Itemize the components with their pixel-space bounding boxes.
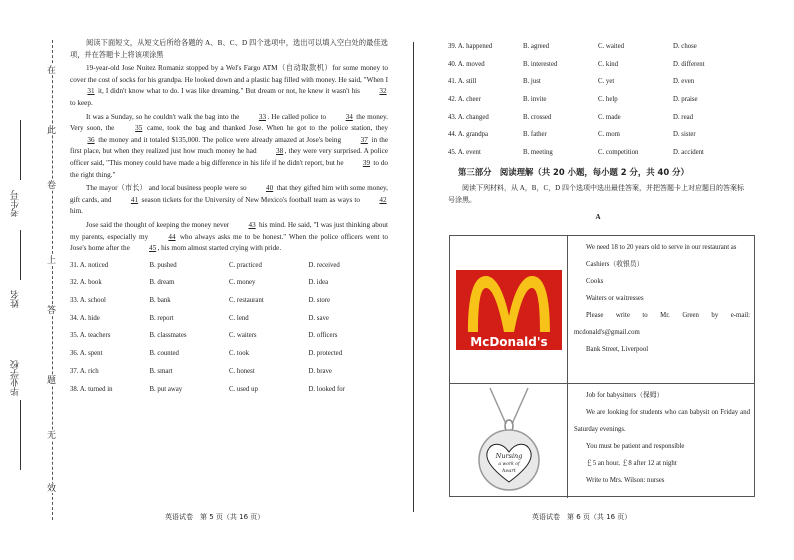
option-row [70,274,388,292]
option-cell: 41. A. still [448,78,477,86]
option-row [70,292,388,310]
option-cell: D. chose [673,43,697,51]
option-cell: D. save [308,314,329,322]
option-cell: B. bank [149,297,171,305]
option-cell: B. agreed [523,43,550,51]
option-cell: 39. A. happened [448,43,493,51]
option-row [70,345,388,363]
passage-text: to do the right thing." [70,158,388,179]
passage-text: . He called police to [267,112,329,121]
binding-char: 答 [47,305,57,315]
blank-number: 31 [87,87,95,96]
option-cell: D. officers [308,332,338,340]
passage-text: the money and it totaled $135,000. The police were already amazed at Jose's being [96,135,344,144]
ad-line: Cashiers（收银员） [586,261,644,268]
option-cell: B. interested [523,60,558,68]
option-cell: D. sister [673,131,696,139]
right-page [448,38,748,230]
binding-char: 上 [47,255,57,265]
blank-number: 34 [345,112,353,121]
option-row [70,310,388,328]
option-cell: D. read [673,113,694,121]
option-cell: B. father [523,131,547,139]
blank-number: 33 [258,112,267,121]
option-cell: C. lend [229,314,249,322]
option-cell: B. put away [149,385,183,393]
registered-mark-icon [543,351,549,357]
ad-line: You must be patient and responsible [586,443,685,450]
pendant-text-2: a work of [498,462,520,467]
option-cell: B. meeting [523,149,553,157]
option-row [70,327,388,345]
binding-char: 题 [47,375,57,385]
option-cell: C. waited [598,43,625,51]
cloze-options-left [70,257,388,399]
option-cell: C. made [598,113,621,121]
option-cell: 44. A. grandpa [448,131,489,139]
passage-text: who always asks me to be honest." When the police officers went to Jose's home after the [70,232,388,253]
passage-text: in the first place, but when they realized just how much money he had [70,135,389,156]
pendant-image-cell [450,384,568,498]
option-cell: D. praise [673,96,698,104]
passage-paragraph [70,63,388,109]
option-row [448,126,748,144]
chain-left [490,388,506,424]
binding-char: 卷 [47,180,57,190]
option-cell: B. report [149,314,174,322]
option-cell: 34. A. hide [70,314,100,322]
option-cell: C. practiced [229,261,262,269]
option-cell: D. looked for [308,385,345,393]
option-cell: D. accident [673,149,704,157]
binding-char: 无 [47,430,57,440]
passage-text: , they were very surprised. A police officer said, "This money could have made a big difference in his life if he didn't report, but he [70,147,388,167]
mcdonalds-logo-cell [450,236,568,383]
option-row [448,91,748,109]
pendant-text-3: heart [502,468,516,474]
option-cell: C. competition [598,149,639,157]
option-cell: 40. A. moved [448,60,485,68]
passage-text: that they gifted him with some money, gift cards, and [70,184,388,204]
ad-babysitter-text [574,387,750,489]
chain-right [512,388,528,424]
option-row [70,257,388,275]
ad-mcdonalds [450,236,754,384]
ad-line: Bank Street, Liverpool [586,346,649,353]
option-cell: 45. A. event [448,149,481,157]
left-page [70,38,388,398]
passage-text: It was a Sunday, so he couldn't walk the bag into the [86,112,242,121]
passage-text: the money. Very soon, the [70,112,388,133]
cloze-options-right [448,38,748,162]
option-cell: 36. A. spent [70,350,103,358]
passage-paragraph [70,220,388,255]
option-cell: 42. A. cheer [448,96,481,104]
ad-line: ￡5 an hour, ￡8 after 12 at night [586,460,677,467]
label-candidate-number: 考生号 [10,190,20,217]
option-cell: D. protected [308,350,343,358]
school-line [20,400,21,470]
name-line [20,230,21,280]
passage-text: him. [70,207,83,216]
blank-number: 35 [135,124,143,133]
section-title: 第三部分 阅读理解（共 20 小题，每小题 2 分，共 40 分） [458,166,689,177]
blank-number: 32 [379,87,387,96]
option-cell: 37. A. rich [70,367,99,375]
option-cell: 33. A. school [70,297,106,305]
option-cell: C. restaurant [229,297,264,305]
option-cell: B. invite [523,96,547,104]
logo-wordmark: McDonald's [470,335,548,349]
option-cell: C. kind [598,60,619,68]
blank-number: 42 [379,195,387,204]
right-footer: 英语试卷 第 6 页（共 16 页） [532,513,632,521]
ad-line: Please write to Mr. Green by e-mail: mcdonald's@gmail.com [574,312,750,336]
option-cell: C. yet [598,78,615,86]
option-row [448,56,748,74]
passage-text: Jose said the thought of keeping the money never [86,220,232,229]
option-cell: B. crossed [523,113,552,121]
option-cell: 43. A. changed [448,113,489,121]
ad-line: Write to Mrs. Wilson: nurses [586,477,665,484]
option-cell: B. pushed [149,261,177,269]
passage-text: 19-year-old Jose Nuitez Romaniz stopped by a Wel's Fargo ATM（自动取款机）for some money to cover the cost of socks for his grandpa. He looked down and a plastic bag filled with money. He said, "When I [70,64,388,84]
option-row [448,144,748,162]
passage-paragraph [70,183,388,218]
passage-letter: A [595,213,601,222]
option-cell: B. just [523,78,541,86]
ad-mcdonalds-text [574,239,750,358]
blank-number: 36 [87,135,95,144]
option-row [448,73,748,91]
blank-number: 41 [130,195,139,204]
option-row [448,38,748,56]
left-footer: 英语试卷 第 5 页（共 16 页） [165,513,265,521]
option-cell: C. money [229,279,256,287]
option-cell: B. smart [149,367,173,375]
mcdonalds-logo [450,236,568,384]
binding-char: 此 [47,125,57,135]
ad-line: We are looking for students who can babysit on Friday and Saturday evenings. [574,409,750,433]
option-cell: 32. A. book [70,279,102,287]
blank-number: 40 [265,184,274,193]
option-cell: C. help [598,96,618,104]
passage-paragraph [70,112,388,182]
pendant-text-1: Nursing [495,452,523,460]
blank-number: 44 [168,232,176,241]
ad-line: We need 18 to 20 years old to serve in our restaurant as [586,244,737,251]
passage-text: it, I didn't know what to do. I was like dreaming." But dream or not, he knew it wasn't his [96,87,362,96]
label-school: 毕业学校 [10,360,20,396]
ad-babysitter [450,384,754,498]
blank-number: 45 [148,244,157,253]
cloze-passage [70,63,388,255]
ad-line: Cooks [586,278,604,285]
option-cell: B. dream [149,279,175,287]
option-cell: B. classmates [149,332,187,340]
option-cell: B. counted [149,350,179,358]
option-cell: D. received [308,261,340,269]
heart-pendant-image [450,384,568,498]
option-row [448,109,748,127]
option-cell: C. honest [229,367,255,375]
ads-table [449,235,755,497]
blank-number: 39 [362,158,371,167]
passage-text: to keep. [70,98,93,107]
passage-text: The mayor（市长） and local business people were so [86,184,249,193]
section-intro: 阅读下列材料，从 A，B，C，D 四个选项中选出最佳答案，并把答题卡上对应题目的答案标号涂黑。 [448,184,744,205]
binding-char: 在 [47,65,57,75]
passage-text: , his mom almost started crying with pride. [157,244,282,253]
option-row [70,363,388,381]
option-cell: 31. A. noticed [70,261,109,269]
blank-number: 37 [360,135,368,144]
label-name: 姓名 [10,290,20,308]
blank-number: 43 [248,220,256,229]
passage-text: season tickets for the University of New Mexico's football team as ways to [139,195,362,204]
option-cell: C. waiters [229,332,257,340]
option-cell: C. used up [229,385,258,393]
ad-line: Waiters or waitresses [586,295,644,302]
option-cell: C. took [229,350,250,358]
passage-text: his mind. He said, "I was just thinking about my parents, especially my [70,220,388,241]
cloze-instruction: 阅读下面短文，从短文后所给各题的 A、B、C、D 四个选项中，选出可以填入空白处的最佳选项，并在答题卡上将该项涂黑 [70,39,388,59]
option-cell: C. mom [598,131,620,139]
candidate-number-line [20,120,21,180]
ad-line: Job for babysitters（保姆） [586,392,664,399]
binding-char: 效 [47,483,57,493]
option-cell: D. idea [308,279,329,287]
option-cell: 35. A. teachers [70,332,111,340]
option-cell: D. different [673,60,705,68]
option-cell: 38. A. turned in [70,385,113,393]
passage-text: came, took the bag and thanked Jose. When he got to the police station, they [143,124,388,133]
option-cell: D. even [673,78,695,86]
binding-dashed-line [52,40,53,520]
blank-number: 38 [276,147,284,156]
option-cell: D. store [308,297,331,305]
page-divider [413,42,414,512]
option-cell: D. brave [308,367,332,375]
option-row [70,381,388,399]
